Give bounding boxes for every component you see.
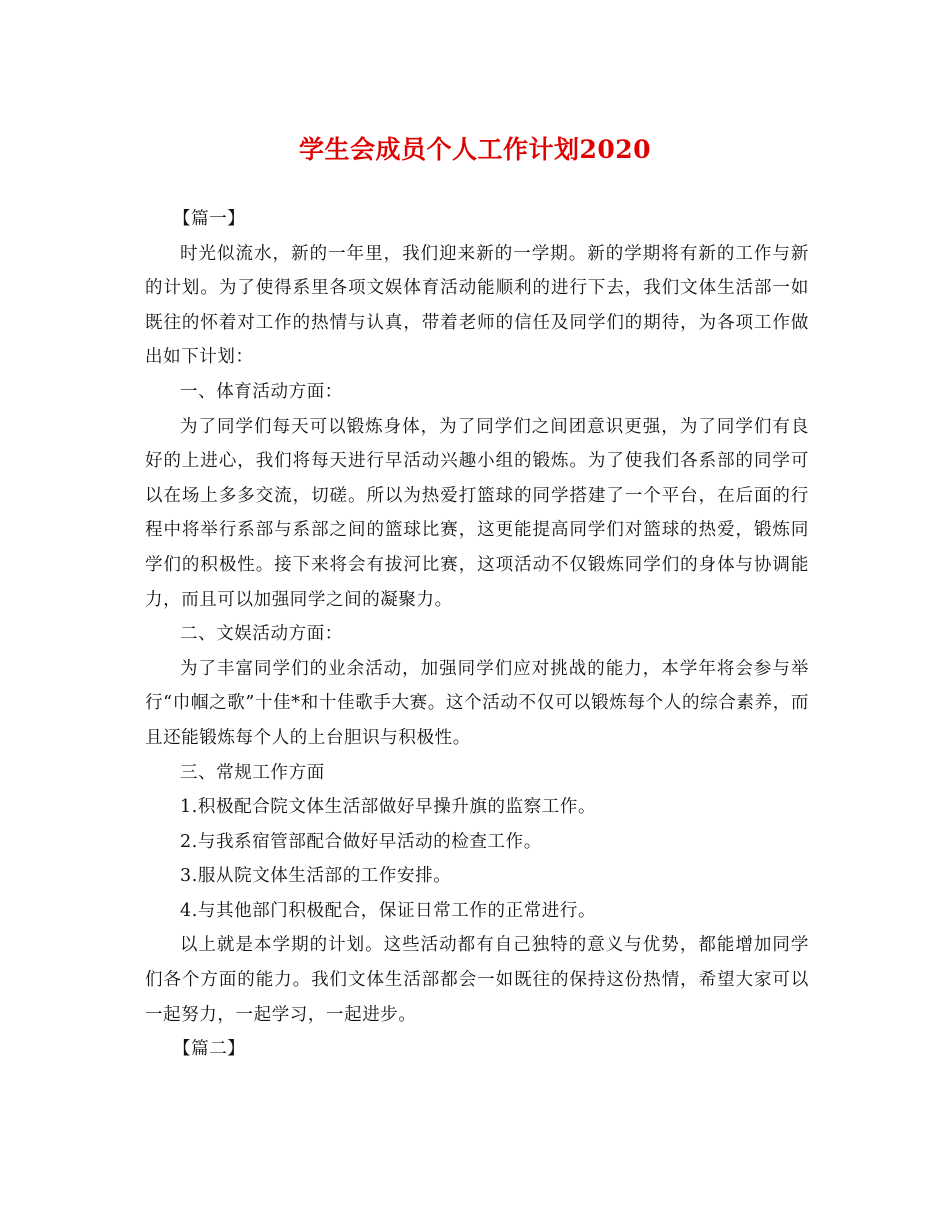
heading-entertainment-activities: 二、文娱活动方面：	[180, 624, 343, 645]
document-body	[145, 202, 809, 1067]
list-item: 3.服从院文体生活部的工作安排。	[180, 866, 452, 887]
list-item: 2.与我系宿管部配合做好早活动的检查工作。	[180, 831, 542, 852]
heading-sports-activities: 一、体育活动方面：	[180, 381, 343, 402]
heading-routine-work: 三、常规工作方面	[180, 762, 325, 783]
intro-paragraph: 时光似流水，新的一年里，我们迎来新的一学期。新的学期将有新的工作与新的计划。为了使得系里各项文娱体育活动能顺利的进行下去，我们文体生活部一如既往的怀着对工作的热情与认真，带着老师的信任及同学们的期待，为各项工作做出如下计划：	[145, 243, 809, 368]
document-title: 学生会成员个人工作计划2020	[298, 135, 652, 164]
list-item: 4.与其他部门积极配合，保证日常工作的正常进行。	[180, 900, 597, 921]
list-item: 1.积极配合院文体生活部做好早操升旗的监察工作。	[180, 797, 597, 818]
entertainment-paragraph: 为了丰富同学们的业余活动，加强同学们应对挑战的能力，本学年将会参与举行“巾帼之歌”十佳*和十佳歌手大赛。这个活动不仅可以锻炼每个人的综合素养，而且还能锻炼每个人的上台胆识与积极性。	[145, 658, 809, 748]
section-marker-part-two: 【篇二】	[173, 1039, 246, 1060]
section-marker-part-one: 【篇一】	[173, 209, 246, 229]
conclusion-paragraph: 以上就是本学期的计划。这些活动都有自己独特的意义与优势，都能增加同学们各个方面的能力。我们文体生活部都会一如既往的保持这份热情，希望大家可以一起努力，一起学习，一起进步。	[145, 935, 809, 1025]
sports-paragraph: 为了同学们每天可以锻炼身体，为了同学们之间团意识更强，为了同学们有良好的上进心，我们将每天进行早活动兴趣小组的锻炼。为了使我们各系部的同学可以在场上多多交流，切磋。所以为热爱打篮球的同学搭建了一个平台，在后面的行程中将举行系部与系部之间的篮球比赛，这更能提高同学们对篮球的热爱，锻炼同学们的积极性。接下来将会有拔河比赛，这项活动不仅锻炼同学们的身体与协调能力，而且可以加强同学之间的凝聚力。	[145, 416, 809, 610]
